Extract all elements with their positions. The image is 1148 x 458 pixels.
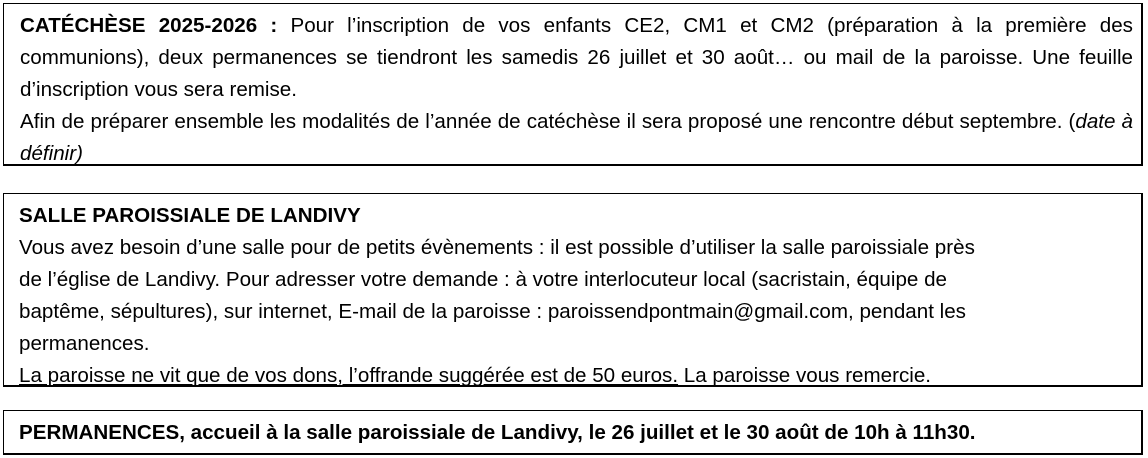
permanences-box [3,410,1143,455]
salle-offrande-line [19,360,1133,392]
salle-offrande-text: La paroisse ne vit que de vos dons, l’offrande suggérée est de 50 euros. [19,364,679,387]
salle-paroissiale-box [3,193,1143,387]
salle-paroissiale-paragraph [19,200,1133,392]
permanences-text: PERMANENCES, accueil à la salle paroissiale de Landivy, le 26 juillet et le 30 août de 10h à 11h30. [19,421,976,444]
salle-heading: SALLE PAROISSIALE DE LANDIVY [19,204,361,227]
catechese-inscription-paragraph [20,10,1133,106]
catechese-date-note: date à définir) [20,110,1133,165]
catechese-rencontre-paragraph [20,106,1133,170]
salle-merci-text: La paroisse vous remercie. [678,364,932,387]
salle-text-line-3: baptême, sépultures), sur internet, E-mail de la paroisse : paroissendpontmain@gmail.com, pendant les [19,300,966,323]
catechese-heading: CATÉCHÈSE 2025-2026 : [20,14,278,37]
salle-text-line-4: permanences. [19,332,150,355]
catechese-box [3,3,1143,166]
salle-text-line-2: de l’église de Landivy. Pour adresser votre demande : à votre interlocuteur local (sacristain, équipe de [19,268,947,291]
salle-text-line-1: Vous avez besoin d’une salle pour de petits évènements : il est possible d’utiliser la salle paroissiale près [19,236,975,259]
catechese-intro-text: Pour l’inscription de vos enfants CE2, CM1 et CM2 (préparation à la première des communions), deux permanences se tiendront les samedis 26 juillet et 30 août… ou mail de la paroisse. Une feuille d’inscription vous sera remise. [20,14,1133,101]
catechese-rencontre-text: Afin de préparer ensemble les modalités de l’année de catéchèse il sera proposé une rencontre début septembre. ( [20,110,1076,133]
